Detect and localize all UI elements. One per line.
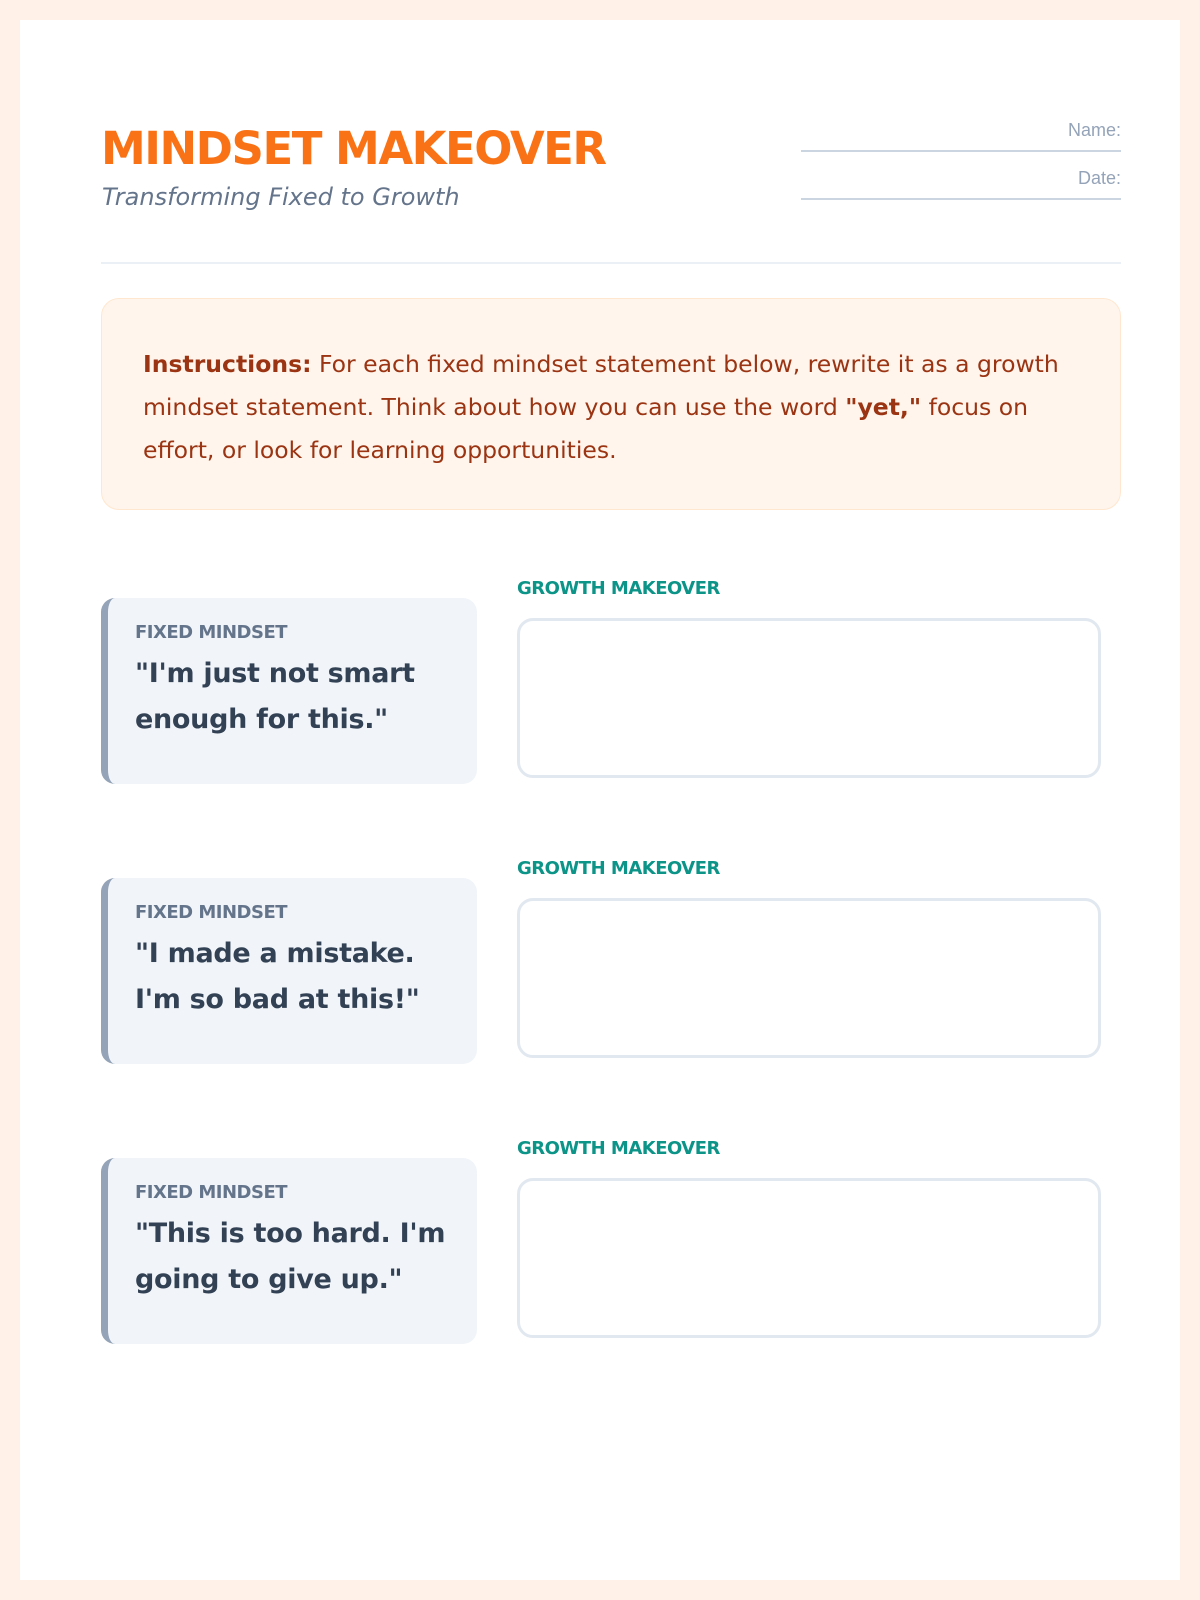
fixed-mindset-card: [101, 1158, 477, 1344]
instructions-box: [101, 298, 1121, 510]
fixed-mindset-label: FIXED MINDSET: [135, 1182, 288, 1203]
growth-makeover-label: GROWTH MAKEOVER: [517, 578, 720, 599]
growth-makeover-answer-box[interactable]: [517, 618, 1101, 778]
name-label: Name:: [1067, 120, 1121, 140]
growth-makeover-label: GROWTH MAKEOVER: [517, 1138, 720, 1159]
fixed-mindset-label: FIXED MINDSET: [135, 902, 288, 923]
makeover-row: [101, 578, 1121, 778]
fixed-mindset-card: [101, 598, 477, 784]
worksheet-header: [101, 104, 1121, 264]
growth-makeover-answer-box[interactable]: [517, 898, 1101, 1058]
fixed-mindset-card: [101, 878, 477, 1064]
makeover-row: [101, 858, 1121, 1058]
instructions-text-end: focus on effort, or look for learning opportunities.: [143, 393, 1029, 464]
date-field[interactable]: [801, 152, 1121, 200]
instructions-lead: Instructions:: [143, 350, 312, 378]
fixed-mindset-quote: "This is too hard. I'm going to give up.": [135, 1218, 446, 1295]
date-label: Date:: [1077, 168, 1121, 188]
student-info: [801, 104, 1121, 200]
fixed-mindset-quote: "I'm just not smart enough for this.": [135, 658, 415, 735]
page-subtitle: Transforming Fixed to Growth: [102, 183, 460, 211]
instructions-text: For each fixed mindset statement below, rewrite it as a growth mindset statement. Think about how you can use the word: [143, 350, 1059, 421]
instructions-emphasis: "yet,": [845, 393, 922, 421]
worksheet-page: [20, 20, 1180, 1580]
name-field[interactable]: [801, 104, 1121, 152]
fixed-mindset-quote: "I made a mistake. I'm so bad at this!": [135, 938, 420, 1015]
fixed-mindset-label: FIXED MINDSET: [135, 622, 288, 643]
growth-makeover-label: GROWTH MAKEOVER: [517, 858, 720, 879]
growth-makeover-answer-box[interactable]: [517, 1178, 1101, 1338]
makeover-row: [101, 1138, 1121, 1338]
page-title: MINDSET MAKEOVER: [101, 122, 606, 175]
